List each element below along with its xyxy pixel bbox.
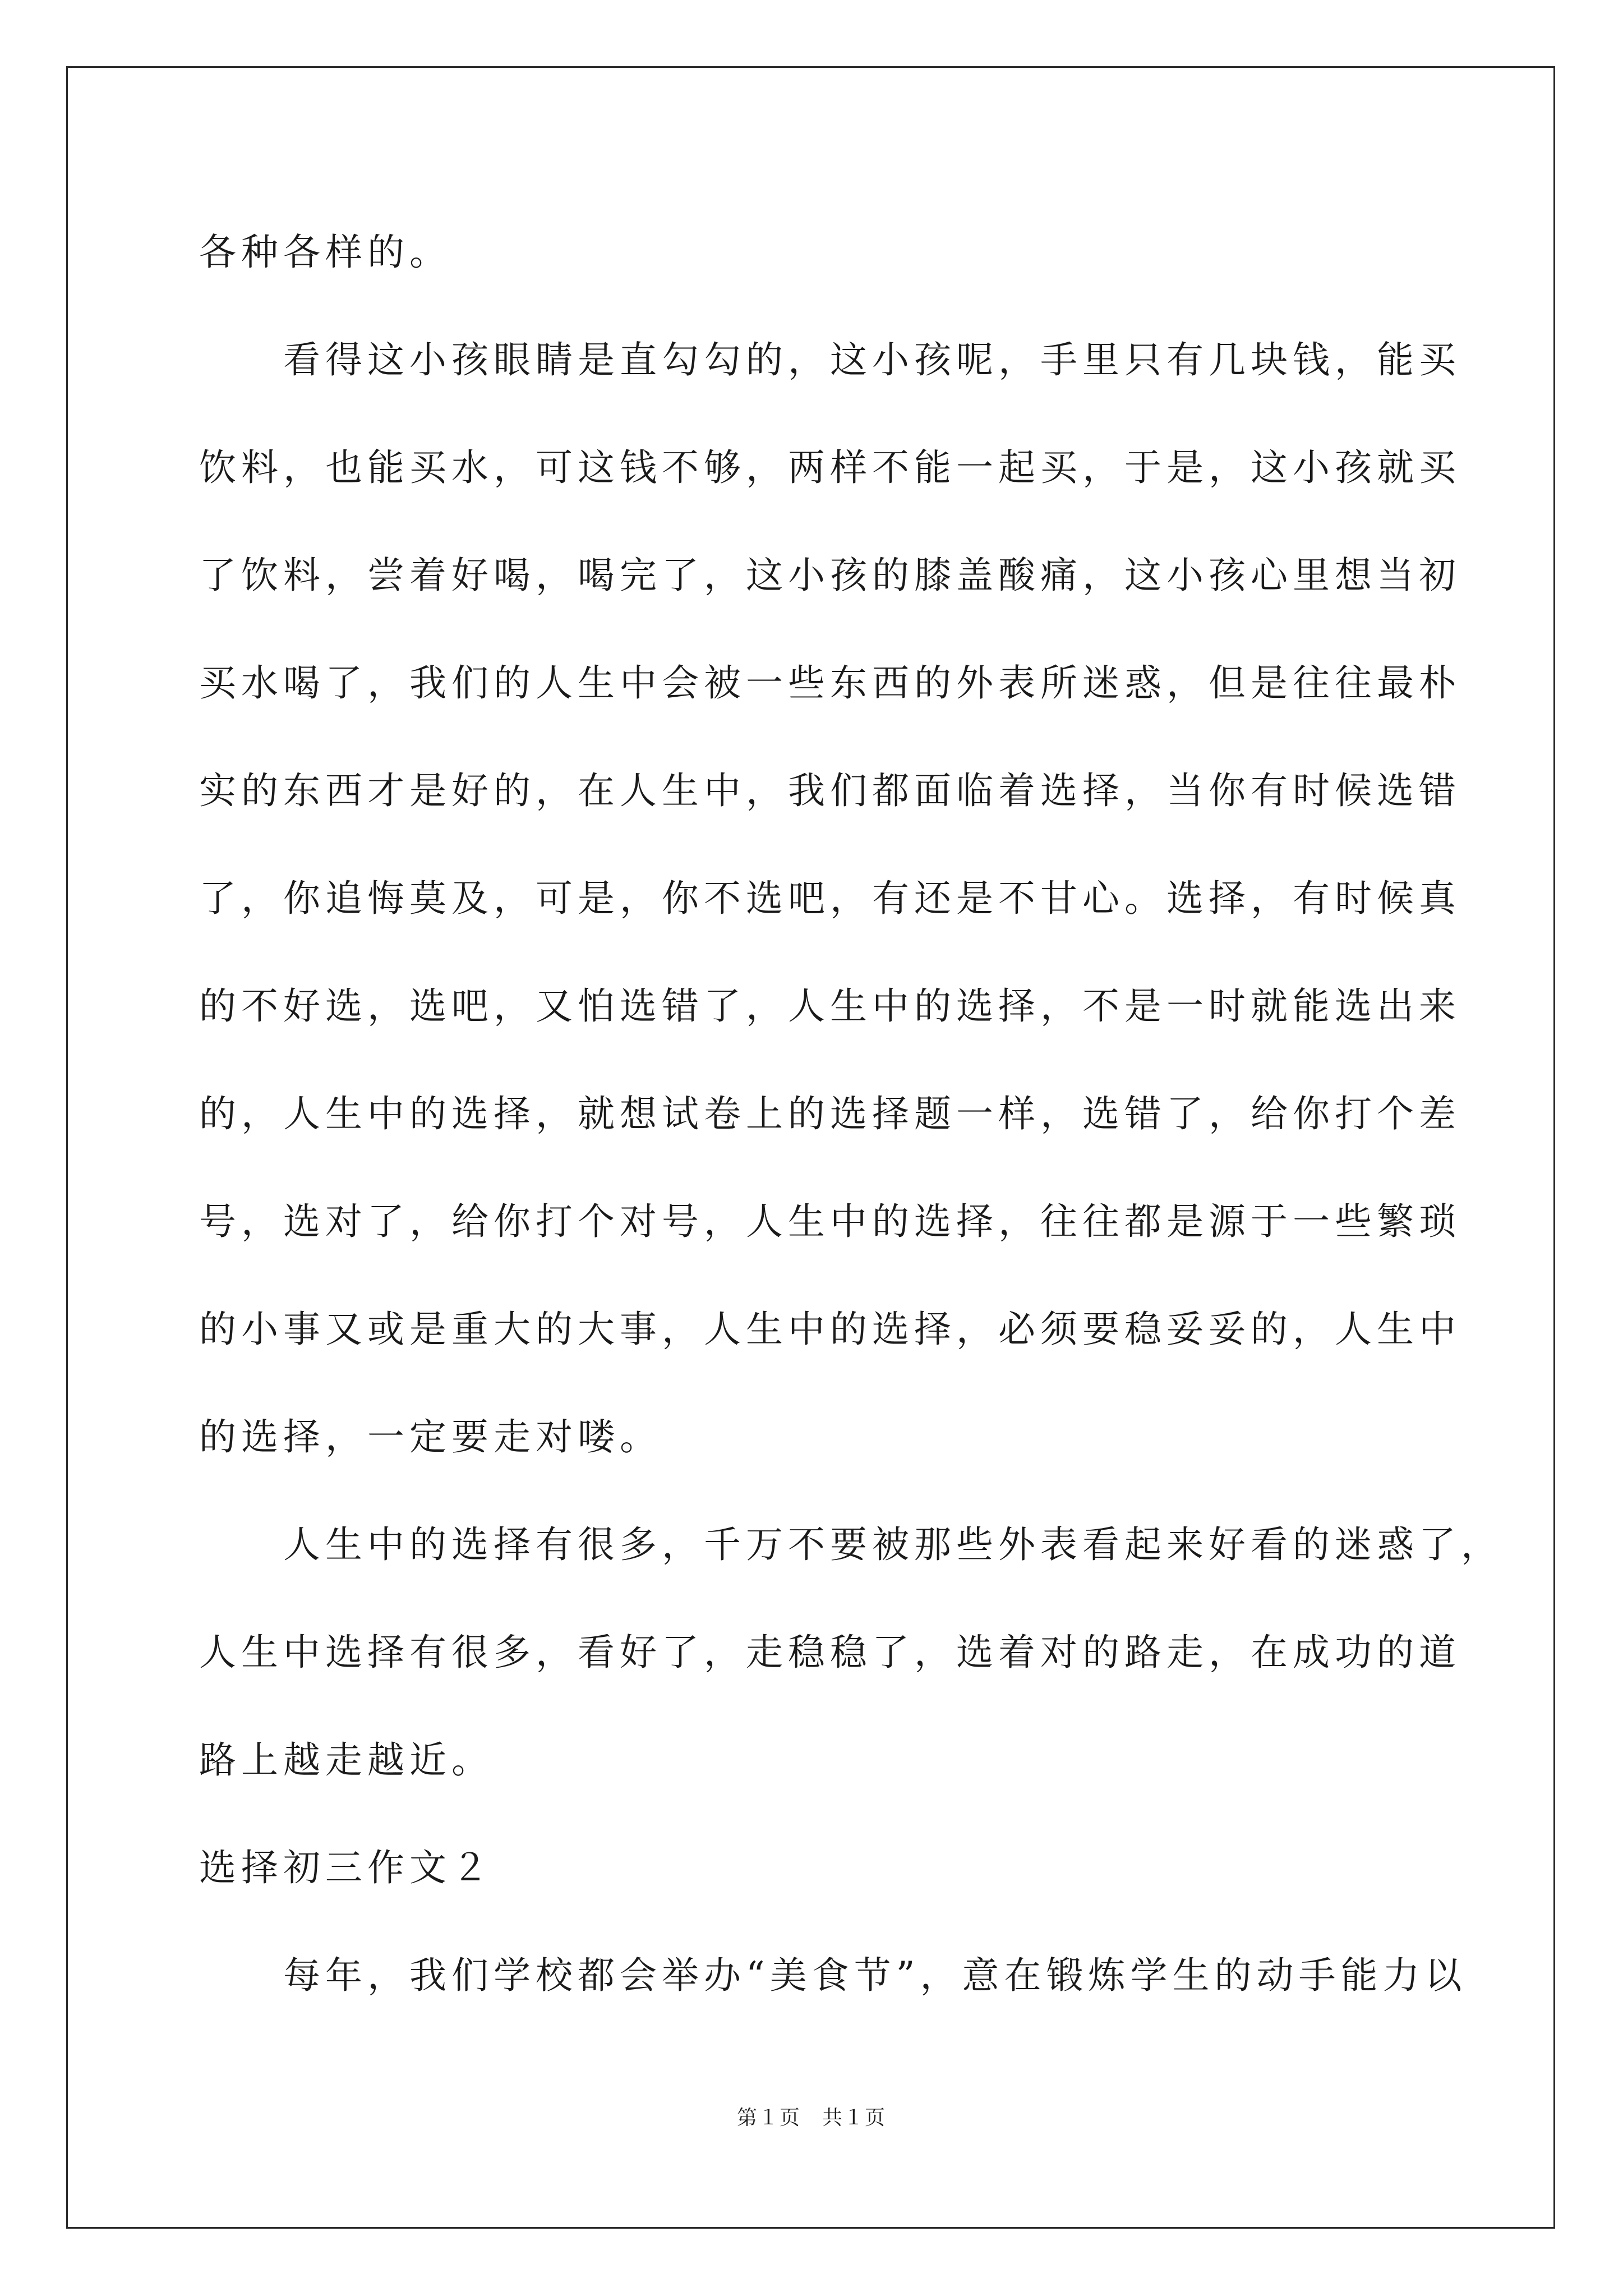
text-line: 的小事又或是重大的大事，人生中的选择，必须要稳妥妥的，人生中 bbox=[199, 1308, 1461, 1351]
text-line: 人生中选择有很多，看好了，走稳稳了，选着对的路走，在成功的道 bbox=[199, 1631, 1461, 1674]
text-line: 的，人生中的选择，就想试卷上的选择题一样，选错了，给你打个差 bbox=[199, 1092, 1461, 1135]
text-line: 人生中的选择有很多，千万不要被那些外表看起来好看的迷惑了， bbox=[283, 1523, 1503, 1566]
text-line: 买水喝了，我们的人生中会被一些东西的外表所迷惑，但是往往最朴 bbox=[199, 661, 1461, 705]
page-border bbox=[66, 66, 1555, 2229]
text-line: 了饮料，尝着好喝，喝完了，这小孩的膝盖酸痛，这小孩心里想当初 bbox=[199, 554, 1461, 597]
section-heading: 选择初三作文２ bbox=[199, 1846, 494, 1889]
page-number-label: 第１页 共１页 bbox=[736, 2106, 886, 2129]
page-footer bbox=[0, 2105, 1623, 2132]
text-line: 了，你追悔莫及，可是，你不选吧，有还是不甘心。选择，有时候真 bbox=[199, 877, 1461, 920]
text-line: 实的东西才是好的，在人生中，我们都面临着选择，当你有时候选错 bbox=[199, 769, 1461, 812]
text-line: 看得这小孩眼睛是直勾勾的，这小孩呢，手里只有几块钱，能买 bbox=[283, 338, 1461, 381]
text-line: 各种各样的。 bbox=[199, 231, 451, 274]
text-line: 饮料，也能买水，可这钱不够，两样不能一起买，于是，这小孩就买 bbox=[199, 446, 1461, 489]
text-line: 路上越走越近。 bbox=[199, 1738, 494, 1782]
text-line: 每年，我们学校都会举办“美食节”，意在锻炼学生的动手能力以 bbox=[283, 1954, 1467, 1997]
text-line: 的不好选，选吧，又怕选错了，人生中的选择，不是一时就能选出来 bbox=[199, 984, 1461, 1028]
text-line: 的选择，一定要走对喽。 bbox=[199, 1415, 662, 1458]
text-line: 号，选对了，给你打个对号，人生中的选择，往往都是源于一些繁琐 bbox=[199, 1200, 1461, 1243]
